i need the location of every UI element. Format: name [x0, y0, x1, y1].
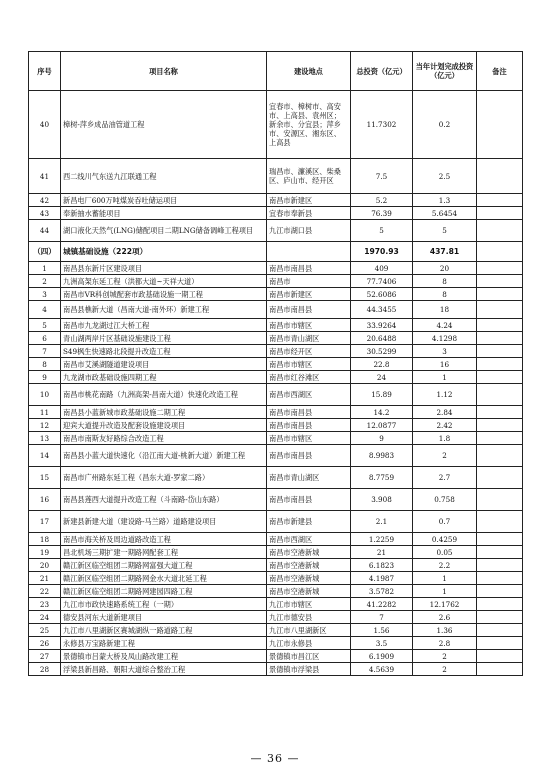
header-annual: 当年计划完成投资（亿元）	[413, 52, 477, 91]
project-name: 南昌市VR科创城配套市政基础设施一期工程	[61, 288, 267, 301]
project-location: 宜春市、樟树市、高安市、上高县、袁州区；新余市、分宜县；萍乡市、安源区、湘东区、上高县	[267, 91, 351, 159]
total-investment: 41.2282	[351, 598, 413, 611]
table-row	[29, 467, 523, 489]
total-investment: 7.5	[351, 159, 413, 194]
total-investment: 9	[351, 432, 413, 445]
project-name: 南昌县小蓝新城市政基础设施二期工程	[61, 406, 267, 419]
section-note	[477, 242, 523, 262]
table-row	[29, 207, 523, 220]
project-name: 昌北机场三期扩建一期路网配套工程	[61, 546, 267, 559]
project-location: 南昌市南昌县	[267, 489, 351, 511]
row-number: 26	[29, 637, 61, 650]
remark	[477, 406, 523, 419]
remark	[477, 533, 523, 546]
row-number: 18	[29, 533, 61, 546]
table-row	[29, 445, 523, 467]
annual-investment: 0.2	[413, 91, 477, 159]
project-name: 迎宾大道提升改造及配套设施建设项目	[61, 419, 267, 432]
remark	[477, 220, 523, 242]
section-location	[267, 242, 351, 262]
project-location: 南昌市	[267, 275, 351, 288]
row-number: 3	[29, 288, 61, 301]
annual-investment: 4.24	[413, 319, 477, 332]
annual-investment: 1.8	[413, 432, 477, 445]
total-investment: 11.7302	[351, 91, 413, 159]
annual-investment: 12.1762	[413, 598, 477, 611]
total-investment: 30.5299	[351, 345, 413, 358]
remark	[477, 489, 523, 511]
table-row	[29, 572, 523, 585]
annual-investment: 8	[413, 275, 477, 288]
annual-investment: 3	[413, 345, 477, 358]
annual-investment: 0.4259	[413, 533, 477, 546]
row-number: 28	[29, 663, 61, 676]
row-number: 1	[29, 262, 61, 275]
annual-investment: 1	[413, 585, 477, 598]
annual-investment: 2.84	[413, 406, 477, 419]
table-row	[29, 319, 523, 332]
total-investment: 76.39	[351, 207, 413, 220]
header-no: 序号	[29, 52, 61, 91]
total-investment: 8.9983	[351, 445, 413, 467]
remark	[477, 345, 523, 358]
project-location: 南昌市空港新城	[267, 559, 351, 572]
row-number: 4	[29, 301, 61, 319]
table-row	[29, 559, 523, 572]
total-investment: 4.1987	[351, 572, 413, 585]
total-investment: 3.5782	[351, 585, 413, 598]
project-location: 南昌市经开区	[267, 345, 351, 358]
project-name: 永修县万宝路新建工程	[61, 637, 267, 650]
annual-investment: 2.5	[413, 159, 477, 194]
table-row	[29, 332, 523, 345]
project-location: 南昌市市辖区	[267, 432, 351, 445]
table-row	[29, 419, 523, 432]
annual-investment: 2	[413, 663, 477, 676]
remark	[477, 288, 523, 301]
table-row	[29, 288, 523, 301]
project-name: 新昌电厂600万吨煤炭吞吐储运项目	[61, 194, 267, 207]
annual-investment: 1	[413, 572, 477, 585]
project-location: 九江市市辖区	[267, 598, 351, 611]
annual-investment: 2	[413, 445, 477, 467]
total-investment: 5.2	[351, 194, 413, 207]
project-name: 湖口液化天然气(LNG)储配项目二期LNG储备调峰工程项目	[61, 220, 267, 242]
total-investment: 20.6488	[351, 332, 413, 345]
annual-investment: 1.3	[413, 194, 477, 207]
row-number: 7	[29, 345, 61, 358]
remark	[477, 275, 523, 288]
table-header-row	[29, 52, 523, 91]
table-row	[29, 384, 523, 406]
row-number: 9	[29, 371, 61, 384]
project-name: 浮梁县新昌路、朝阳大道综合整治工程	[61, 663, 267, 676]
annual-investment: 4.1298	[413, 332, 477, 345]
project-name: 南昌县东新片区建设项目	[61, 262, 267, 275]
total-investment: 24	[351, 371, 413, 384]
section-total: 1970.93	[351, 242, 413, 262]
remark	[477, 611, 523, 624]
remark	[477, 445, 523, 467]
total-investment: 12.0877	[351, 419, 413, 432]
project-name: 南昌市桃花南路（九洲高架-昌南大道）快速化改造工程	[61, 384, 267, 406]
remark	[477, 585, 523, 598]
table-row	[29, 220, 523, 242]
row-number: 5	[29, 319, 61, 332]
row-number: 14	[29, 445, 61, 467]
annual-investment: 5	[413, 220, 477, 242]
project-name: 新建县新建大道（建设路-马兰路）道路建设项目	[61, 511, 267, 533]
project-name: 赣江新区临空组团二期路网建园四路工程	[61, 585, 267, 598]
project-location: 南昌市市辖区	[267, 358, 351, 371]
section-annual: 437.81	[413, 242, 477, 262]
remark	[477, 598, 523, 611]
page-number: — 36 —	[250, 752, 300, 765]
total-investment: 3.908	[351, 489, 413, 511]
remark	[477, 572, 523, 585]
remark	[477, 663, 523, 676]
remark	[477, 432, 523, 445]
project-name: 赣江新区临空组团二期路网金水大道北延工程	[61, 572, 267, 585]
table-row	[29, 159, 523, 194]
project-location: 九江市湖口县	[267, 220, 351, 242]
row-number: 20	[29, 559, 61, 572]
annual-investment: 0.758	[413, 489, 477, 511]
project-name: 景德镇市吕蒙大桥及凤山路改建工程	[61, 650, 267, 663]
remark	[477, 301, 523, 319]
row-number: 44	[29, 220, 61, 242]
remark	[477, 511, 523, 533]
annual-investment: 2.7	[413, 467, 477, 489]
section-name: 城镇基础设施（222项）	[61, 242, 267, 262]
row-number: 42	[29, 194, 61, 207]
remark	[477, 467, 523, 489]
total-investment: 15.89	[351, 384, 413, 406]
annual-investment: 1	[413, 371, 477, 384]
total-investment: 14.2	[351, 406, 413, 419]
project-location: 南昌市南昌县	[267, 301, 351, 319]
annual-investment: 0.05	[413, 546, 477, 559]
annual-investment: 0.7	[413, 511, 477, 533]
project-name: 南昌市九龙湖过江大桥工程	[61, 319, 267, 332]
total-investment: 52.6086	[351, 288, 413, 301]
project-name: 南昌市广州路东延工程（昌东大道-罗家二路）	[61, 467, 267, 489]
remark	[477, 384, 523, 406]
annual-investment: 2.2	[413, 559, 477, 572]
section-no: （四）	[29, 242, 61, 262]
table-row	[29, 91, 523, 159]
table-row	[29, 262, 523, 275]
total-investment: 77.7406	[351, 275, 413, 288]
row-number: 10	[29, 384, 61, 406]
row-number: 17	[29, 511, 61, 533]
project-name: 九龙湖市政基础设施四期工程	[61, 371, 267, 384]
annual-investment: 8	[413, 288, 477, 301]
remark	[477, 624, 523, 637]
remark	[477, 546, 523, 559]
annual-investment: 18	[413, 301, 477, 319]
project-name: 南昌市艾溪湖隧道建设项目	[61, 358, 267, 371]
project-location: 瑞昌市、濂溪区、柴桑区、庐山市、经开区	[267, 159, 351, 194]
annual-investment: 20	[413, 262, 477, 275]
project-name: 南昌县樵新大道（昌南大道-南外环）新建工程	[61, 301, 267, 319]
row-number: 21	[29, 572, 61, 585]
total-investment: 5	[351, 220, 413, 242]
table-row	[29, 663, 523, 676]
total-investment: 21	[351, 546, 413, 559]
project-name: 南昌市南斯友好路综合改造工程	[61, 432, 267, 445]
table-row	[29, 533, 523, 546]
project-name: 奉新抽水蓄能项目	[61, 207, 267, 220]
row-number: 41	[29, 159, 61, 194]
table-row	[29, 624, 523, 637]
remark	[477, 419, 523, 432]
annual-investment: 2.8	[413, 637, 477, 650]
project-location: 南昌市南昌县	[267, 419, 351, 432]
project-location: 南昌市南昌县	[267, 262, 351, 275]
total-investment: 3.5	[351, 637, 413, 650]
table-row	[29, 611, 523, 624]
project-location: 南昌市新建区	[267, 194, 351, 207]
table-row	[29, 345, 523, 358]
project-location: 南昌市市辖区	[267, 319, 351, 332]
remark	[477, 650, 523, 663]
row-number: 13	[29, 432, 61, 445]
table-row	[29, 406, 523, 419]
row-number: 43	[29, 207, 61, 220]
project-location: 南昌市新建县	[267, 511, 351, 533]
table-row	[29, 637, 523, 650]
remark	[477, 358, 523, 371]
header-note: 备注	[477, 52, 523, 91]
table-row	[29, 358, 523, 371]
remark	[477, 262, 523, 275]
row-number: 8	[29, 358, 61, 371]
remark	[477, 207, 523, 220]
row-number: 40	[29, 91, 61, 159]
total-investment: 1.56	[351, 624, 413, 637]
project-location: 南昌市红谷滩区	[267, 371, 351, 384]
table-row	[29, 275, 523, 288]
table-row	[29, 650, 523, 663]
remark	[477, 559, 523, 572]
total-investment: 1.2259	[351, 533, 413, 546]
total-investment: 44.3455	[351, 301, 413, 319]
project-location: 景德镇市昌江区	[267, 650, 351, 663]
project-location: 南昌市空港新城	[267, 546, 351, 559]
remark	[477, 159, 523, 194]
row-number: 19	[29, 546, 61, 559]
project-location: 九江市德安县	[267, 611, 351, 624]
annual-investment: 2.6	[413, 611, 477, 624]
annual-investment: 1.12	[413, 384, 477, 406]
row-number: 23	[29, 598, 61, 611]
row-number: 6	[29, 332, 61, 345]
annual-investment: 16	[413, 358, 477, 371]
project-location: 南昌市青山湖区	[267, 467, 351, 489]
total-investment: 8.7759	[351, 467, 413, 489]
table-row	[29, 511, 523, 533]
table-row	[29, 598, 523, 611]
total-investment: 6.1909	[351, 650, 413, 663]
remark	[477, 194, 523, 207]
header-location: 建设地点	[267, 52, 351, 91]
project-name: 南昌县小蓝大道快速化（沿江南大道-桃新大道）新建工程	[61, 445, 267, 467]
total-investment: 22.8	[351, 358, 413, 371]
project-name: 九江市市政快速路系统工程（一期）	[61, 598, 267, 611]
project-name: 德安县河东大道新建项目	[61, 611, 267, 624]
remark	[477, 332, 523, 345]
section-row	[29, 242, 523, 262]
project-name: 九江市八里湖新区赛城湖纵一路道路工程	[61, 624, 267, 637]
table-row	[29, 371, 523, 384]
header-total: 总投资（亿元）	[351, 52, 413, 91]
total-investment: 4.5639	[351, 663, 413, 676]
project-location: 九江市八里湖新区	[267, 624, 351, 637]
project-name: 青山湖两岸片区基础设施建设工程	[61, 332, 267, 345]
annual-investment: 2	[413, 650, 477, 663]
annual-investment: 2.42	[413, 419, 477, 432]
project-table	[28, 51, 523, 676]
remark	[477, 319, 523, 332]
row-number: 11	[29, 406, 61, 419]
project-location: 南昌市新建区	[267, 288, 351, 301]
table-row	[29, 546, 523, 559]
project-location: 宜春市奉新县	[267, 207, 351, 220]
total-investment: 7	[351, 611, 413, 624]
total-investment: 33.9264	[351, 319, 413, 332]
row-number: 2	[29, 275, 61, 288]
total-investment: 409	[351, 262, 413, 275]
row-number: 12	[29, 419, 61, 432]
project-location: 南昌市空港新城	[267, 585, 351, 598]
row-number: 24	[29, 611, 61, 624]
annual-investment: 5.6454	[413, 207, 477, 220]
project-name: 南昌市海关桥及周边道路改造工程	[61, 533, 267, 546]
remark	[477, 91, 523, 159]
project-location: 景德镇市浮梁县	[267, 663, 351, 676]
annual-investment: 1.36	[413, 624, 477, 637]
project-location: 南昌市西湖区	[267, 533, 351, 546]
project-location: 南昌市空港新城	[267, 572, 351, 585]
table-row	[29, 489, 523, 511]
project-location: 南昌市南昌县	[267, 445, 351, 467]
row-number: 27	[29, 650, 61, 663]
total-investment: 2.1	[351, 511, 413, 533]
project-location: 南昌市青山湖区	[267, 332, 351, 345]
project-name: 赣江新区临空组团二期路网富强大道工程	[61, 559, 267, 572]
table-row	[29, 585, 523, 598]
project-name: S49枫生快速路北段提升改造工程	[61, 345, 267, 358]
row-number: 16	[29, 489, 61, 511]
table-row	[29, 432, 523, 445]
header-name: 项目名称	[61, 52, 267, 91]
total-investment: 6.1823	[351, 559, 413, 572]
table-row	[29, 194, 523, 207]
project-location: 南昌市西湖区	[267, 384, 351, 406]
project-location: 南昌市南昌县	[267, 406, 351, 419]
table-row	[29, 301, 523, 319]
project-name: 樟树-萍乡成品油管道工程	[61, 91, 267, 159]
row-number: 25	[29, 624, 61, 637]
row-number: 22	[29, 585, 61, 598]
remark	[477, 371, 523, 384]
project-name: 西二线川气东送九江联通工程	[61, 159, 267, 194]
project-name: 南昌县莲西大道提升改造工程（斗南路-岱山东路）	[61, 489, 267, 511]
project-location: 九江市永修县	[267, 637, 351, 650]
project-name: 九洲高架东延工程（洪都大道~天祥大道）	[61, 275, 267, 288]
remark	[477, 637, 523, 650]
row-number: 15	[29, 467, 61, 489]
